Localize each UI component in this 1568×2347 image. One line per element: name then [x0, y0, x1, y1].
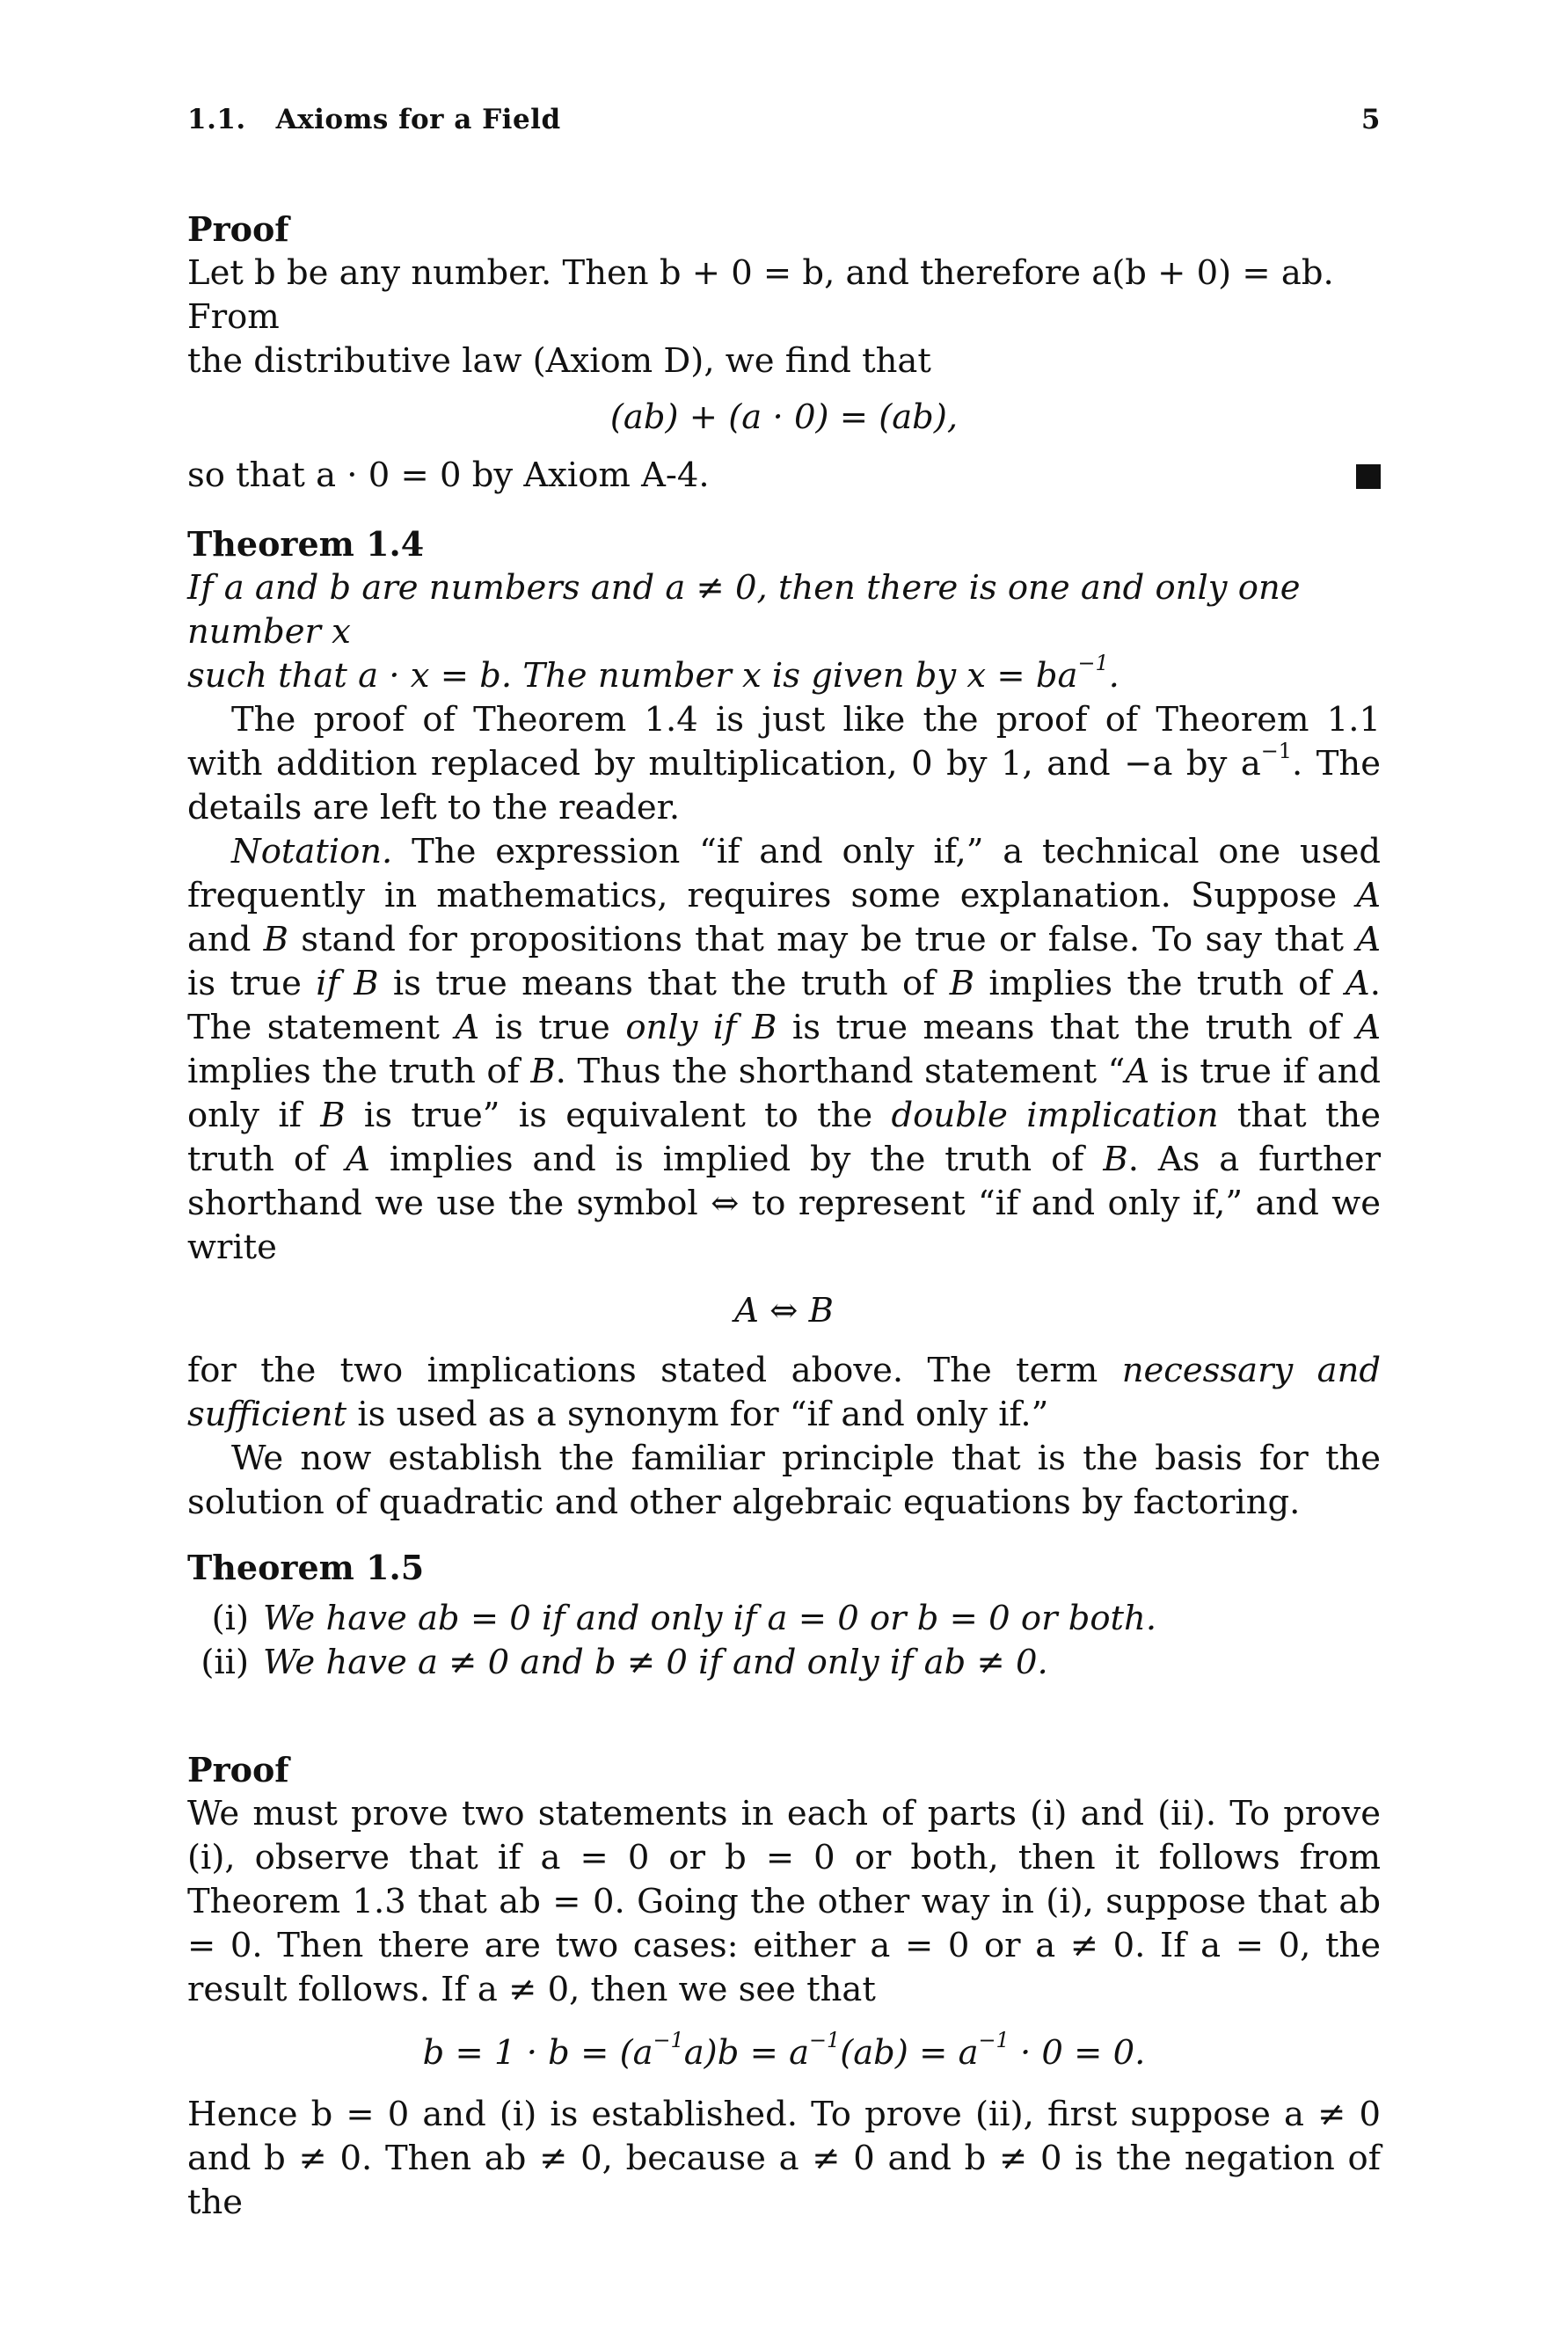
paragraph-proof-1-4: The proof of Theorem 1.4 is just like the proof of Theorem 1.1 with addition replaced by multiplication, 0 by 1, and −a by $a^{-1}$. The details are left to the reader. — [187, 700, 1381, 827]
theorem-statement: such that a · x = b. The number x is given by $x = ba^{-1}$. — [187, 651, 1119, 696]
body-text — [187, 698, 1381, 1525]
page-number: 5 — [1360, 104, 1381, 135]
paragraph-necessary: for the two implications stated above. The term necessary and sufficient is used as a synonym for “if and only if.” — [187, 1351, 1382, 1434]
theorem-statement: If a and b are numbers and a ≠ 0, then there is one and only one number x — [187, 568, 1301, 652]
proof-line: Let b be any number. Then b + 0 = b, and therefore a(b + 0) = ab. From — [187, 253, 1334, 337]
theorem-1-4 — [187, 522, 1381, 698]
theorem-1-5 — [187, 1546, 1381, 1685]
proof-heading: Proof — [187, 209, 289, 249]
section-title: Axioms for a Field — [275, 104, 561, 135]
section-number: 1.1. — [187, 104, 246, 135]
theorem-item: (ii) We have a ≠ 0 and b ≠ 0 if and only if ab ≠ 0. — [201, 1643, 1048, 1682]
display-equation: (ab) + (a · 0) = (ab), — [609, 397, 959, 437]
paragraph-establish: We now establish the familiar principle that is the basis for the solution of quadratic and other algebraic equations by factoring. — [187, 1439, 1381, 1522]
proof-paragraph: Hence b = 0 and (i) is established. To prove (ii), first suppose a ≠ 0 and b ≠ 0. Then ab ≠ 0, because a ≠ 0 and b ≠ 0 is the negation of the — [187, 2095, 1381, 2222]
proof-line: so that a · 0 = 0 by Axiom A-4. — [187, 456, 710, 495]
theorem-item: (i) We have ab = 0 if and only if a = 0 or b = 0 or both. — [211, 1599, 1157, 1638]
theorem-heading: Theorem 1.4 — [187, 524, 425, 564]
running-head — [187, 104, 1381, 135]
qed-square-icon — [1356, 464, 1381, 489]
proof-2 — [187, 1748, 1381, 2225]
proof-heading: Proof — [187, 1750, 289, 1789]
display-equation: $b = 1 \cdot b = (a^{-1}a)b = a^{-1}(ab) = a^{-1} \cdot 0 = 0$. — [422, 2028, 1146, 2073]
paragraph-notation: Notation. The expression “if and only if,” a technical one used frequently in mathematics, requires some explanation. Suppose A and B stand for propositions that may be true or false. To say that A is true if B is true means that the truth of B implies the truth of A. The statement A is true only if B is true means that the truth of A implies the truth of B. Thus the shorthand statement “A is true if and only if B is true” is equivalent to the double implication that the truth of A implies and is implied by the truth of B. As a further shorthand we use the symbol ⇔ to represent “if and only if,” and we write — [187, 832, 1382, 1267]
proof-paragraph: We must prove two statements in each of parts (i) and (ii). To prove (i), observe that if a = 0 or b = 0 or both, then it follows from Theorem 1.3 that ab = 0. Going the other way in (i), suppose that ab = 0. Then there are two cases: either a = 0 or a ≠ 0. If a = 0, the result follows. If a ≠ 0, then we see that — [187, 1794, 1381, 2009]
display-iff: A ⇔ B — [734, 1291, 834, 1330]
proof-1 — [187, 208, 1381, 498]
proof-line: the distributive law (Axiom D), we find that — [187, 341, 931, 381]
theorem-heading: Theorem 1.5 — [187, 1548, 425, 1587]
